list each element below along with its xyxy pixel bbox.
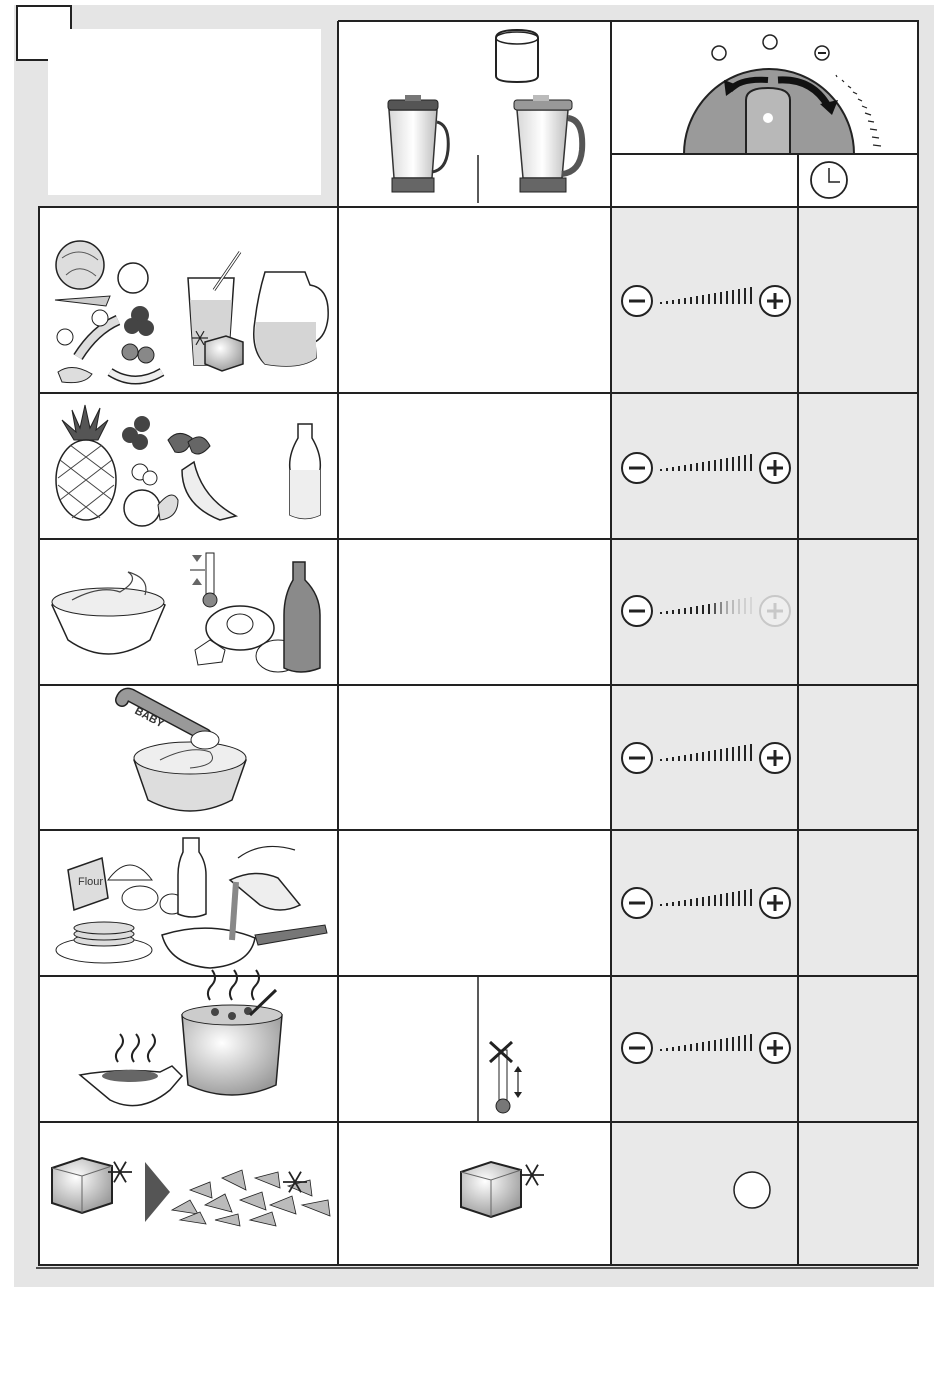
setting-header-cell <box>611 154 798 207</box>
speed-min-icon <box>622 596 652 626</box>
speed-min-icon <box>622 453 652 483</box>
speed-min-icon <box>622 743 652 773</box>
jar-header-cell <box>338 21 611 207</box>
speed-max-icon <box>760 888 790 918</box>
clock-icon <box>811 162 847 198</box>
speed-min-icon <box>622 888 652 918</box>
spoon-label: BABY <box>132 705 166 731</box>
cup-icon <box>496 30 538 82</box>
speed-max-icon <box>760 453 790 483</box>
speed-max-icon <box>760 286 790 316</box>
speed-max-icon <box>760 743 790 773</box>
speed-min-icon <box>622 286 652 316</box>
speed-min-icon <box>622 1033 652 1063</box>
flour-label: Flour <box>78 876 104 888</box>
pulse-setting-icon <box>734 1172 770 1208</box>
speed-max-icon <box>760 1033 790 1063</box>
